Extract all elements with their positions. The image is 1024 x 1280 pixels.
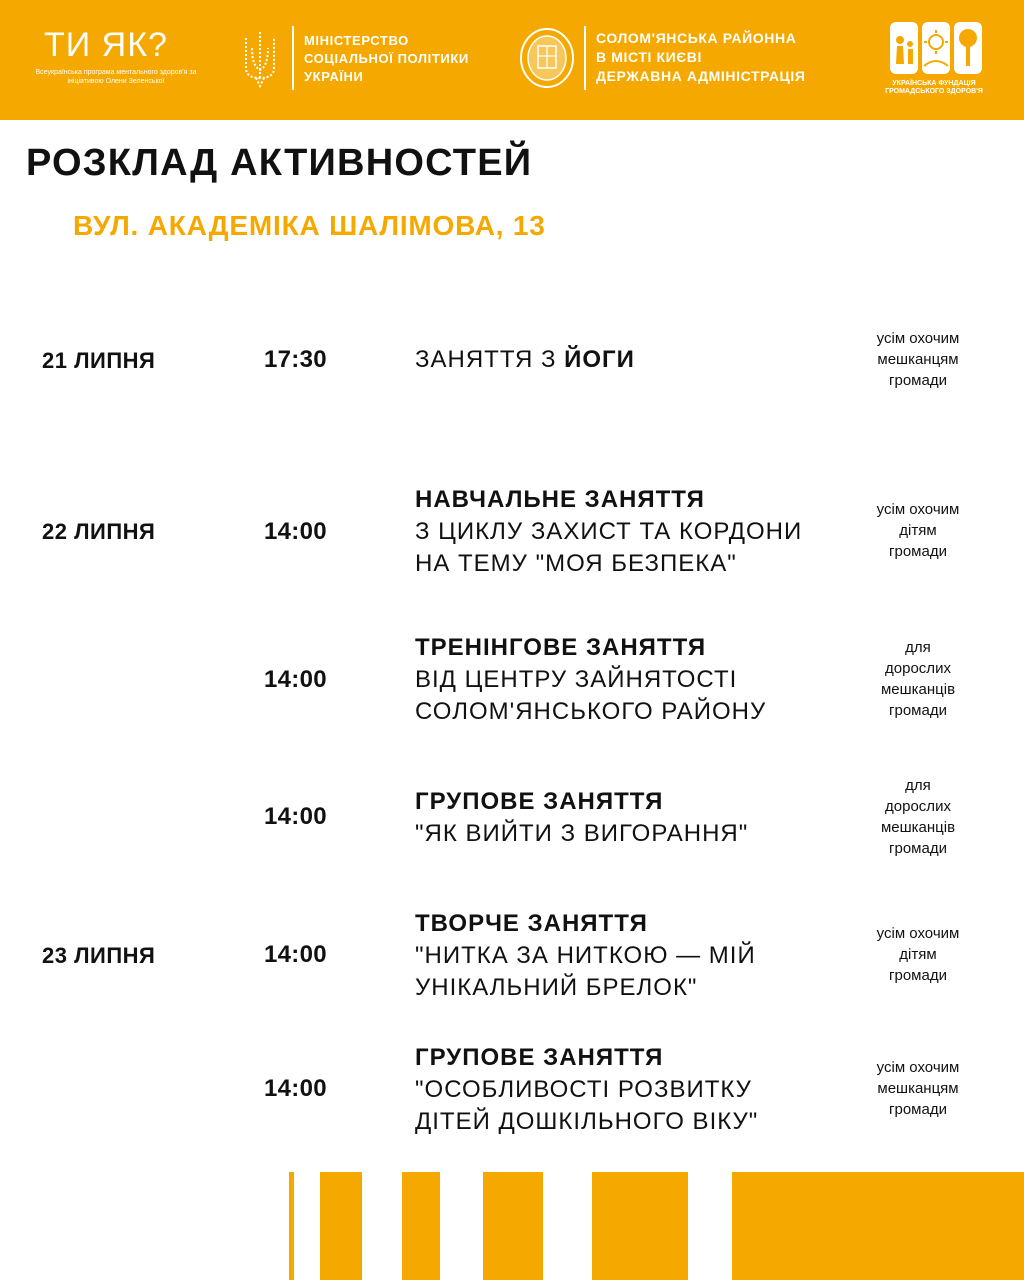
decorative-footer-bars: [0, 1172, 1024, 1280]
schedule-time: 14:00: [264, 518, 327, 545]
schedule-description: [415, 1042, 835, 1138]
schedule-description: [415, 344, 835, 376]
tiyak-logo-title: ТИ ЯК: [44, 26, 149, 64]
schedule-audience: для дорослих мешканців громади: [880, 777, 956, 857]
tiyak-logo-question: ?: [148, 26, 167, 64]
description-line: ТРЕНІНГОВЕ ЗАНЯТТЯ: [415, 634, 707, 661]
tiyak-logo-subtitle: Всеукраїнська програма ментального здоров'я за ініціативою Олени Зеленської: [35, 69, 197, 85]
divider: [584, 26, 586, 90]
header-banner: [0, 0, 1024, 120]
footer-bar: [402, 1172, 440, 1280]
page-title: РОЗКЛАД АКТИВНОСТЕЙ: [26, 142, 533, 184]
description-line: НА ТЕМУ "МОЯ БЕЗПЕКА": [415, 550, 737, 577]
description-line: СОЛОМ'ЯНСЬКОГО РАЙОНУ: [415, 698, 767, 725]
description-line: УНІКАЛЬНИЙ БРЕЛОК": [415, 974, 698, 1001]
foundation-logo-icon: [888, 20, 984, 80]
description-line: ГРУПОВЕ ЗАНЯТТЯ: [415, 788, 664, 815]
schedule-audience: усім охочим мешканцям громади: [876, 330, 960, 389]
description-line: ДІТЕЙ ДОШКІЛЬНОГО ВІКУ": [415, 1108, 759, 1135]
schedule-date: 22 ЛИПНЯ: [42, 519, 156, 544]
footer-bar: [732, 1172, 1024, 1280]
schedule-time: 14:00: [264, 666, 327, 693]
trident-icon: [238, 28, 282, 88]
schedule-time: 14:00: [264, 941, 327, 968]
coat-of-arms-icon: [518, 26, 576, 90]
ministry-name: МІНІСТЕРСТВО СОЦІАЛЬНОЇ ПОЛІТИКИ УКРАЇНИ: [304, 33, 469, 84]
description-line: "ОСОБЛИВОСТІ РОЗВИТКУ: [415, 1076, 752, 1103]
footer-bar: [320, 1172, 362, 1280]
schedule-time: 17:30: [264, 346, 327, 373]
schedule-time: 14:00: [264, 803, 327, 830]
schedule-date: 23 ЛИПНЯ: [42, 943, 156, 968]
address: ВУЛ. АКАДЕМІКА ШАЛІМОВА, 13: [73, 210, 546, 241]
schedule-audience: усім охочим дітям громади: [876, 925, 960, 984]
footer-bar: [592, 1172, 688, 1280]
schedule-audience: для дорослих мешканців громади: [880, 639, 956, 719]
description-line: З ЦИКЛУ ЗАХИСТ ТА КОРДОНИ: [415, 518, 803, 545]
footer-bar: [289, 1172, 294, 1280]
divider: [292, 26, 294, 90]
schedule-audience: усім охочим дітям громади: [876, 501, 960, 560]
schedule-description: [415, 786, 835, 850]
description-line: ЗАНЯТТЯ З ЙОГИ: [415, 346, 635, 373]
schedule-description: [415, 632, 835, 728]
district-admin-name: СОЛОМ'ЯНСЬКА РАЙОННА В МІСТІ КИЄВІ ДЕРЖАВНА АДМІНІСТРАЦІЯ: [596, 30, 806, 84]
description-line: ТВОРЧЕ ЗАНЯТТЯ: [415, 910, 648, 937]
description-line: ГРУПОВЕ ЗАНЯТТЯ: [415, 1044, 664, 1071]
schedule-date: 21 ЛИПНЯ: [42, 348, 156, 373]
description-line: "ЯК ВИЙТИ З ВИГОРАННЯ": [415, 820, 749, 847]
foundation-name: УКРАЇНСЬКА ФУНДАЦІЯ ГРОМАДСЬКОГО ЗДОРОВ'Я: [885, 80, 983, 95]
description-line: ВІД ЦЕНТРУ ЗАЙНЯТОСТІ: [415, 666, 738, 693]
schedule-time: 14:00: [264, 1075, 327, 1102]
schedule-description: [415, 484, 835, 580]
footer-bar: [483, 1172, 543, 1280]
description-line: "НИТКА ЗА НИТКОЮ — МІЙ: [415, 942, 756, 969]
description-line: НАВЧАЛЬНЕ ЗАНЯТТЯ: [415, 486, 705, 513]
schedule-description: [415, 908, 835, 1004]
schedule-audience: усім охочим мешканцям громади: [876, 1059, 960, 1118]
